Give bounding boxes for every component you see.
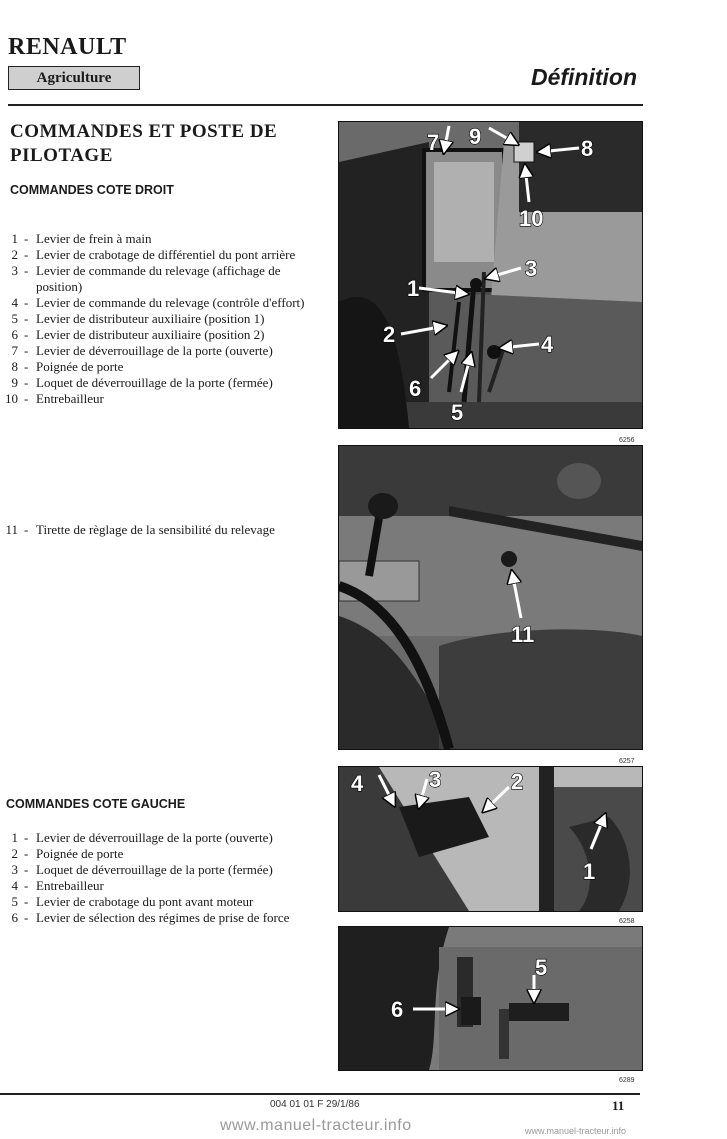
photo-callout: 1 xyxy=(583,859,596,884)
legend-item: 3 - Levier de commande du relevage (affichage de position) xyxy=(11,263,281,294)
legend-item: 1 - Levier de déverrouillage de la porte (ouverte) xyxy=(11,830,273,845)
watermark: www.manuel-tracteur.info xyxy=(220,1117,412,1134)
photo-number: 6256 xyxy=(619,437,635,444)
legend-item: 2 - Poignée de porte xyxy=(11,846,124,861)
header-divider xyxy=(8,104,643,106)
legend-item: 2 - Levier de crabotage de différentiel du pont arrière xyxy=(11,247,296,262)
left-side-heading: COMMANDES COTE GAUCHE xyxy=(6,797,186,811)
photo-callout: 11 xyxy=(511,622,535,647)
photo-callout: 9 xyxy=(469,124,482,149)
legend-item: 7 - Levier de déverrouillage de la porte (ouverte) xyxy=(11,343,273,358)
right-side-legend xyxy=(4,231,326,407)
legend-item: 6 - Levier de distributeur auxiliaire (position 2) xyxy=(11,327,265,342)
legend-item: 11 - Tirette de règlage de la sensibilité du relevage xyxy=(5,522,275,537)
left-side-legend xyxy=(4,830,326,926)
photo-pto-levers xyxy=(338,926,643,1071)
photo-right-controls xyxy=(338,121,643,429)
photo-left-door xyxy=(338,766,643,912)
page-number: 11 xyxy=(612,1098,625,1113)
photo-callout: 6 xyxy=(409,376,422,401)
watermark-small: www.manuel-tracteur.info xyxy=(525,1126,627,1136)
photo-callout: 5 xyxy=(451,400,464,425)
brand-subtitle: Agriculture xyxy=(8,66,140,90)
legend-item: 4 - Entrebailleur xyxy=(11,878,104,893)
photo-callout: 4 xyxy=(541,332,554,357)
legend-item: 3 - Loquet de déverrouillage de la porte (fermée) xyxy=(11,862,273,877)
legend-item: 4 - Levier de commande du relevage (contrôle d'effort) xyxy=(11,295,305,310)
photo-callout: 7 xyxy=(427,130,440,155)
page-title: COMMANDES ET POSTE DE PILOTAGE xyxy=(10,121,278,166)
right-side-heading: COMMANDES COTE DROIT xyxy=(10,183,174,197)
photo-number: 6289 xyxy=(619,1077,635,1084)
section-title: Définition xyxy=(530,64,637,90)
photo-number: 6257 xyxy=(619,758,635,765)
photo-callout: 4 xyxy=(351,771,364,796)
footer-divider xyxy=(0,1093,640,1095)
legend-item: 9 - Loquet de déverrouillage de la porte (fermée) xyxy=(11,375,273,390)
photo-callout: 5 xyxy=(535,955,548,980)
legend-item: 8 - Poignée de porte xyxy=(11,359,124,374)
legend-item: 5 - Levier de distributeur auxiliaire (position 1) xyxy=(11,311,265,326)
photo-number: 6258 xyxy=(619,918,635,925)
legend-item: 6 - Levier de sélection des régimes de prise de force xyxy=(11,910,290,925)
photo-sensitivity-knob xyxy=(338,445,643,750)
brand-name: RENAULT xyxy=(8,34,127,60)
photo-callout: 3 xyxy=(525,256,538,281)
legend-item: 10 - Entrebailleur xyxy=(5,391,104,406)
photo-callout: 2 xyxy=(383,322,396,347)
legend-item: 1 - Levier de frein à main xyxy=(11,231,152,246)
photo-callout: 10 xyxy=(519,206,544,231)
photo-callout: 6 xyxy=(391,997,404,1022)
photo-callout: 2 xyxy=(511,769,524,794)
right-side-legend-extra xyxy=(4,522,326,538)
photo-callout: 8 xyxy=(581,136,594,161)
legend-item: 5 - Levier de crabotage du pont avant moteur xyxy=(11,894,254,909)
photo-callout: 1 xyxy=(407,276,420,301)
photo-callout: 3 xyxy=(429,767,442,792)
document-reference: 004 01 01 F 29/1/86 xyxy=(270,1099,360,1110)
